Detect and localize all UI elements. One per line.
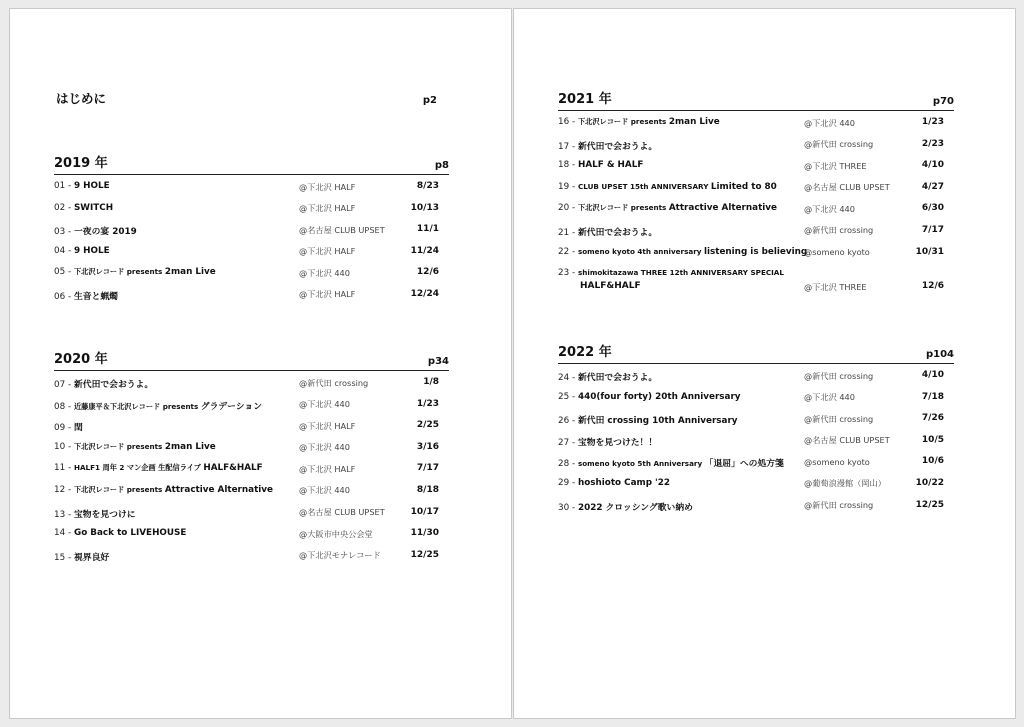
- entry-number: 09 -: [54, 423, 74, 434]
- entry-date: 4/10: [921, 370, 944, 380]
- entry-title: 一夜の宴 2019: [73, 227, 137, 238]
- entry-number: 02 -: [54, 202, 74, 213]
- entry-date: 1/23: [921, 117, 944, 127]
- entry-title: 新代田で会おうよ。: [577, 141, 658, 152]
- entry-date: 7/18: [921, 391, 944, 402]
- entry-number: 24 -: [558, 373, 578, 383]
- entry-number: 30 -: [558, 502, 578, 513]
- entry-title-line: [54, 399, 262, 412]
- entry-list: [54, 371, 449, 565]
- entry-title: 閏: [73, 423, 83, 434]
- entry-title: 新代田で会おうよ。: [577, 227, 658, 238]
- entry-number: 03 -: [54, 227, 74, 238]
- entry-venue: @新代田 crossing: [804, 500, 874, 511]
- entry-title: 440(four forty) 20th Anniversary: [577, 391, 741, 402]
- entry-title-line: [558, 456, 784, 469]
- entry-prefix: 下北沢レコード presents: [73, 484, 165, 494]
- entry-title-line: [558, 225, 657, 238]
- entry-prefix: shimokitazawa THREE 12th ANNIVERSARY SPECIAL: [577, 268, 784, 278]
- entry-date: 11/24: [410, 245, 439, 256]
- entry-title: 「退屈」への処方箋: [704, 459, 784, 470]
- entry-title-line: [558, 370, 657, 383]
- section-2021: [558, 88, 954, 295]
- entry-date: 1/8: [423, 377, 439, 387]
- entry-date: 7/17: [416, 463, 439, 474]
- entry-title-line: [558, 435, 657, 448]
- entry-title: 2man Live: [668, 117, 720, 127]
- entry-title-line: [558, 182, 777, 192]
- entry-title: HALF&HALF: [203, 463, 263, 474]
- entry-row: [54, 501, 449, 523]
- section-2019: [54, 152, 449, 305]
- entry-title: Attractive Alternative: [164, 484, 273, 495]
- entry-title-line: [558, 478, 670, 488]
- entry-title-line: [558, 117, 720, 127]
- entry-title-line: [54, 181, 110, 191]
- entry-row: [54, 544, 449, 566]
- entry-number: 07 -: [54, 380, 74, 390]
- entry-row: [558, 429, 954, 451]
- entry-row: [54, 218, 449, 240]
- entry-date: 11/1: [416, 224, 439, 235]
- section-page: p70: [932, 96, 954, 107]
- entry-date: 11/30: [410, 528, 439, 539]
- entry-venue: @下北沢 440: [804, 117, 855, 128]
- entry-date: 10/13: [410, 202, 439, 213]
- entry-list: [558, 111, 954, 295]
- entry-number: 19 -: [558, 181, 578, 192]
- section-header: [54, 348, 449, 371]
- entry-number: 06 -: [54, 291, 74, 302]
- entry-date: 12/25: [915, 499, 944, 510]
- entry-venue: @下北沢 THREE: [804, 281, 867, 292]
- entry-number: 20 -: [558, 203, 578, 214]
- entry-title-line: [54, 442, 216, 452]
- entry-number: 28 -: [558, 459, 578, 470]
- entry-title-line: [54, 289, 118, 302]
- entry-title: 2man Live: [164, 441, 216, 452]
- entry-date: 8/18: [416, 484, 439, 495]
- entry-title-line: [558, 392, 741, 402]
- entry-date: 12/6: [921, 281, 944, 292]
- entry-title: HALF & HALF: [577, 160, 644, 171]
- entry-row: [54, 414, 449, 436]
- entry-row: [54, 197, 449, 219]
- entry-prefix: 下北沢レコード presents: [73, 267, 165, 277]
- entry-title: Limited to 80: [710, 181, 777, 192]
- section-header: [54, 152, 449, 175]
- entry-number: 16 -: [558, 117, 578, 127]
- intro-title: はじめに: [56, 91, 107, 106]
- entry-title-line: [54, 246, 110, 256]
- entry-title: Attractive Alternative: [668, 203, 777, 214]
- entry-prefix: 下北沢レコード presents: [577, 117, 669, 126]
- entry-date: 12/6: [416, 267, 439, 278]
- entry-number: 10 -: [54, 441, 74, 452]
- entry-row: [54, 436, 449, 458]
- entry-title: 2022 クロッシング歌い納め: [577, 502, 693, 513]
- entry-venue: @名古屋 CLUB UPSET: [299, 507, 385, 518]
- entry-row: [54, 522, 449, 544]
- entry-prefix: 下北沢レコード presents: [577, 203, 669, 213]
- entry-row: [558, 262, 954, 295]
- entry-title: グラデーション: [200, 401, 263, 412]
- entry-date: 12/24: [410, 288, 439, 299]
- entry-date: 3/16: [416, 441, 439, 452]
- entry-date: 2/23: [921, 138, 944, 149]
- entry-row: [558, 386, 954, 408]
- entry-title: 9 HOLE: [73, 245, 110, 256]
- section-year: 2020 年: [54, 352, 108, 367]
- entry-date: 4/10: [921, 160, 944, 171]
- entry-venue: @下北沢 440: [804, 392, 855, 403]
- entry-date: 10/17: [410, 506, 439, 517]
- entry-venue: @新代田 crossing: [804, 139, 874, 150]
- section-year: 2022 年: [558, 345, 612, 360]
- entry-number: 26 -: [558, 416, 578, 427]
- entry-title: SWITCH: [73, 202, 114, 213]
- entry-row: [558, 154, 954, 176]
- entry-number: 13 -: [54, 509, 74, 520]
- entry-date: 6/30: [921, 203, 944, 214]
- entry-number: 29 -: [558, 477, 578, 488]
- entry-row: [54, 240, 449, 262]
- entry-title-line: [54, 528, 186, 538]
- entry-title-line: [54, 203, 113, 213]
- entry-row: [558, 241, 954, 263]
- section-page: p34: [427, 356, 449, 367]
- entry-row: [558, 197, 954, 219]
- section-year: 2021 年: [558, 92, 612, 107]
- entry-title-line: [54, 224, 137, 237]
- entry-title: 宝物を見つけに: [73, 509, 136, 520]
- entry-venue: @名古屋 CLUB UPSET: [804, 435, 890, 446]
- entry-title-line: [54, 377, 153, 390]
- entry-number: 12 -: [54, 484, 74, 495]
- entry-title-line: [54, 463, 263, 473]
- entry-venue: @下北沢 HALF: [299, 203, 356, 214]
- entry-number: 21 -: [558, 227, 578, 238]
- entry-title-line: [54, 420, 83, 433]
- entry-title: 新代田 crossing 10th Anniversary: [577, 416, 738, 427]
- entry-prefix: someno kyoto 4th anniversary: [577, 246, 704, 256]
- entry-row: [558, 133, 954, 155]
- entry-venue: @名古屋 CLUB UPSET: [804, 182, 890, 193]
- entry-venue: @新代田 crossing: [804, 370, 874, 381]
- entry-row: [558, 494, 954, 516]
- entry-number: 17 -: [558, 141, 578, 152]
- entry-venue: @someno kyoto: [804, 456, 870, 467]
- section-page: p8: [434, 160, 449, 171]
- entry-row: [54, 261, 449, 283]
- entry-number: 25 -: [558, 391, 578, 402]
- entry-number: 05 -: [54, 267, 74, 278]
- entry-venue: @下北沢 THREE: [804, 160, 867, 171]
- entry-date: 10/22: [915, 477, 944, 488]
- entry-number: 11 -: [54, 463, 74, 474]
- entry-title-line: [558, 247, 807, 257]
- intro-page: p2: [422, 95, 437, 106]
- section-2020: [54, 348, 449, 565]
- entry-date: 2/25: [416, 420, 439, 431]
- entry-venue: @下北沢 440: [299, 267, 350, 278]
- section-year: 2019 年: [54, 156, 108, 171]
- entry-venue: @下北沢 HALF: [299, 246, 356, 257]
- entry-venue: @葡萄浪漫館（岡山）: [804, 478, 886, 489]
- entry-date: 7/26: [921, 413, 944, 424]
- entry-venue: @下北沢 HALF: [299, 289, 356, 300]
- entry-venue: @新代田 crossing: [299, 377, 369, 388]
- entry-prefix: CLUB UPSET 15th ANNIVERSARY: [577, 181, 711, 191]
- section-2022: [558, 341, 954, 515]
- entry-venue: @新代田 crossing: [804, 225, 874, 236]
- entry-row: [558, 219, 954, 241]
- entry-venue: @someno kyoto: [804, 247, 870, 258]
- entry-row: [54, 479, 449, 501]
- entry-row: [558, 364, 954, 386]
- entry-number: 18 -: [558, 160, 578, 171]
- entry-venue: @下北沢 HALF: [299, 181, 356, 192]
- entry-title-line: [54, 267, 216, 277]
- intro-row: [56, 89, 437, 107]
- entry-venue: @下北沢 440: [804, 203, 855, 214]
- section-page: p104: [925, 349, 954, 360]
- entry-row: [558, 472, 954, 494]
- entry-title: Go Back to LIVEHOUSE: [73, 528, 187, 539]
- entry-title: hoshioto Camp '22: [577, 477, 670, 488]
- entry-title: 2man Live: [164, 267, 216, 278]
- entry-venue: @下北沢モナレコード: [299, 550, 381, 561]
- entry-date: 8/23: [416, 181, 439, 191]
- entry-date: 7/17: [921, 224, 944, 235]
- entry-date: 10/6: [921, 456, 944, 467]
- entry-title-line: [558, 139, 657, 152]
- entry-prefix: 近藤康平＆下北沢レコード presents: [73, 401, 201, 411]
- entry-row: [54, 457, 449, 479]
- entry-row: [54, 393, 449, 415]
- entry-number: 15 -: [54, 552, 74, 563]
- entry-date: 10/31: [915, 246, 944, 257]
- entry-venue: @下北沢 440: [299, 399, 350, 410]
- entry-venue: @大阪市中央公会堂: [299, 528, 373, 539]
- entry-number: 22 -: [558, 246, 578, 257]
- entry-prefix: HALF1 周年 2 マン企画 生配信ライブ: [73, 463, 204, 473]
- entry-title: HALF&HALF: [580, 281, 641, 292]
- entry-number: 04 -: [54, 245, 74, 256]
- entry-venue: @名古屋 CLUB UPSET: [299, 224, 385, 235]
- entry-number: 08 -: [54, 401, 74, 412]
- entry-title-line: [54, 550, 109, 563]
- entry-title: 生音と蝋燭: [73, 291, 118, 302]
- entry-venue: @新代田 crossing: [804, 413, 874, 424]
- entry-venue: @下北沢 440: [299, 485, 350, 496]
- entry-title-line: [54, 485, 273, 495]
- entry-date: 1/23: [416, 398, 439, 409]
- entry-prefix: 下北沢レコード presents: [73, 441, 165, 451]
- entry-list: [558, 364, 954, 515]
- entry-title-line: [558, 500, 693, 513]
- entry-title: 視界良好: [73, 552, 110, 563]
- entry-title: 宝物を見つけた！！: [577, 437, 658, 448]
- entry-date: 10/5: [921, 434, 944, 445]
- section-header: [558, 341, 954, 364]
- section-header: [558, 88, 954, 111]
- entry-title: 新代田で会おうよ。: [73, 380, 154, 390]
- entry-title-line: [558, 203, 777, 213]
- entry-row: [558, 176, 954, 198]
- entry-row: [54, 283, 449, 305]
- entry-venue: @下北沢 440: [299, 442, 350, 453]
- entry-title: 新代田で会おうよ。: [577, 373, 658, 383]
- entry-row: [54, 371, 449, 393]
- entry-row: [558, 111, 954, 133]
- entry-row: [558, 407, 954, 429]
- entry-number: 14 -: [54, 528, 74, 539]
- entry-title-line: [558, 268, 784, 278]
- entry-list: [54, 175, 449, 305]
- entry-title-line: [54, 507, 136, 520]
- entry-row: [54, 175, 449, 197]
- entry-number: 23 -: [558, 268, 578, 279]
- entry-number: 01 -: [54, 181, 74, 191]
- entry-title-line: [558, 160, 643, 170]
- entry-number: 27 -: [558, 437, 578, 448]
- entry-venue: @下北沢 HALF: [299, 463, 356, 474]
- entry-date: 12/25: [410, 549, 439, 560]
- entry-title: listening is believing: [703, 246, 808, 257]
- entry-venue: @下北沢 HALF: [299, 420, 356, 431]
- entry-row: [558, 450, 954, 472]
- entry-title: 9 HOLE: [73, 181, 110, 191]
- entry-title-line: [558, 413, 738, 426]
- entry-prefix: someno kyoto 5th Anniversary: [577, 459, 705, 469]
- entry-date: 4/27: [921, 181, 944, 192]
